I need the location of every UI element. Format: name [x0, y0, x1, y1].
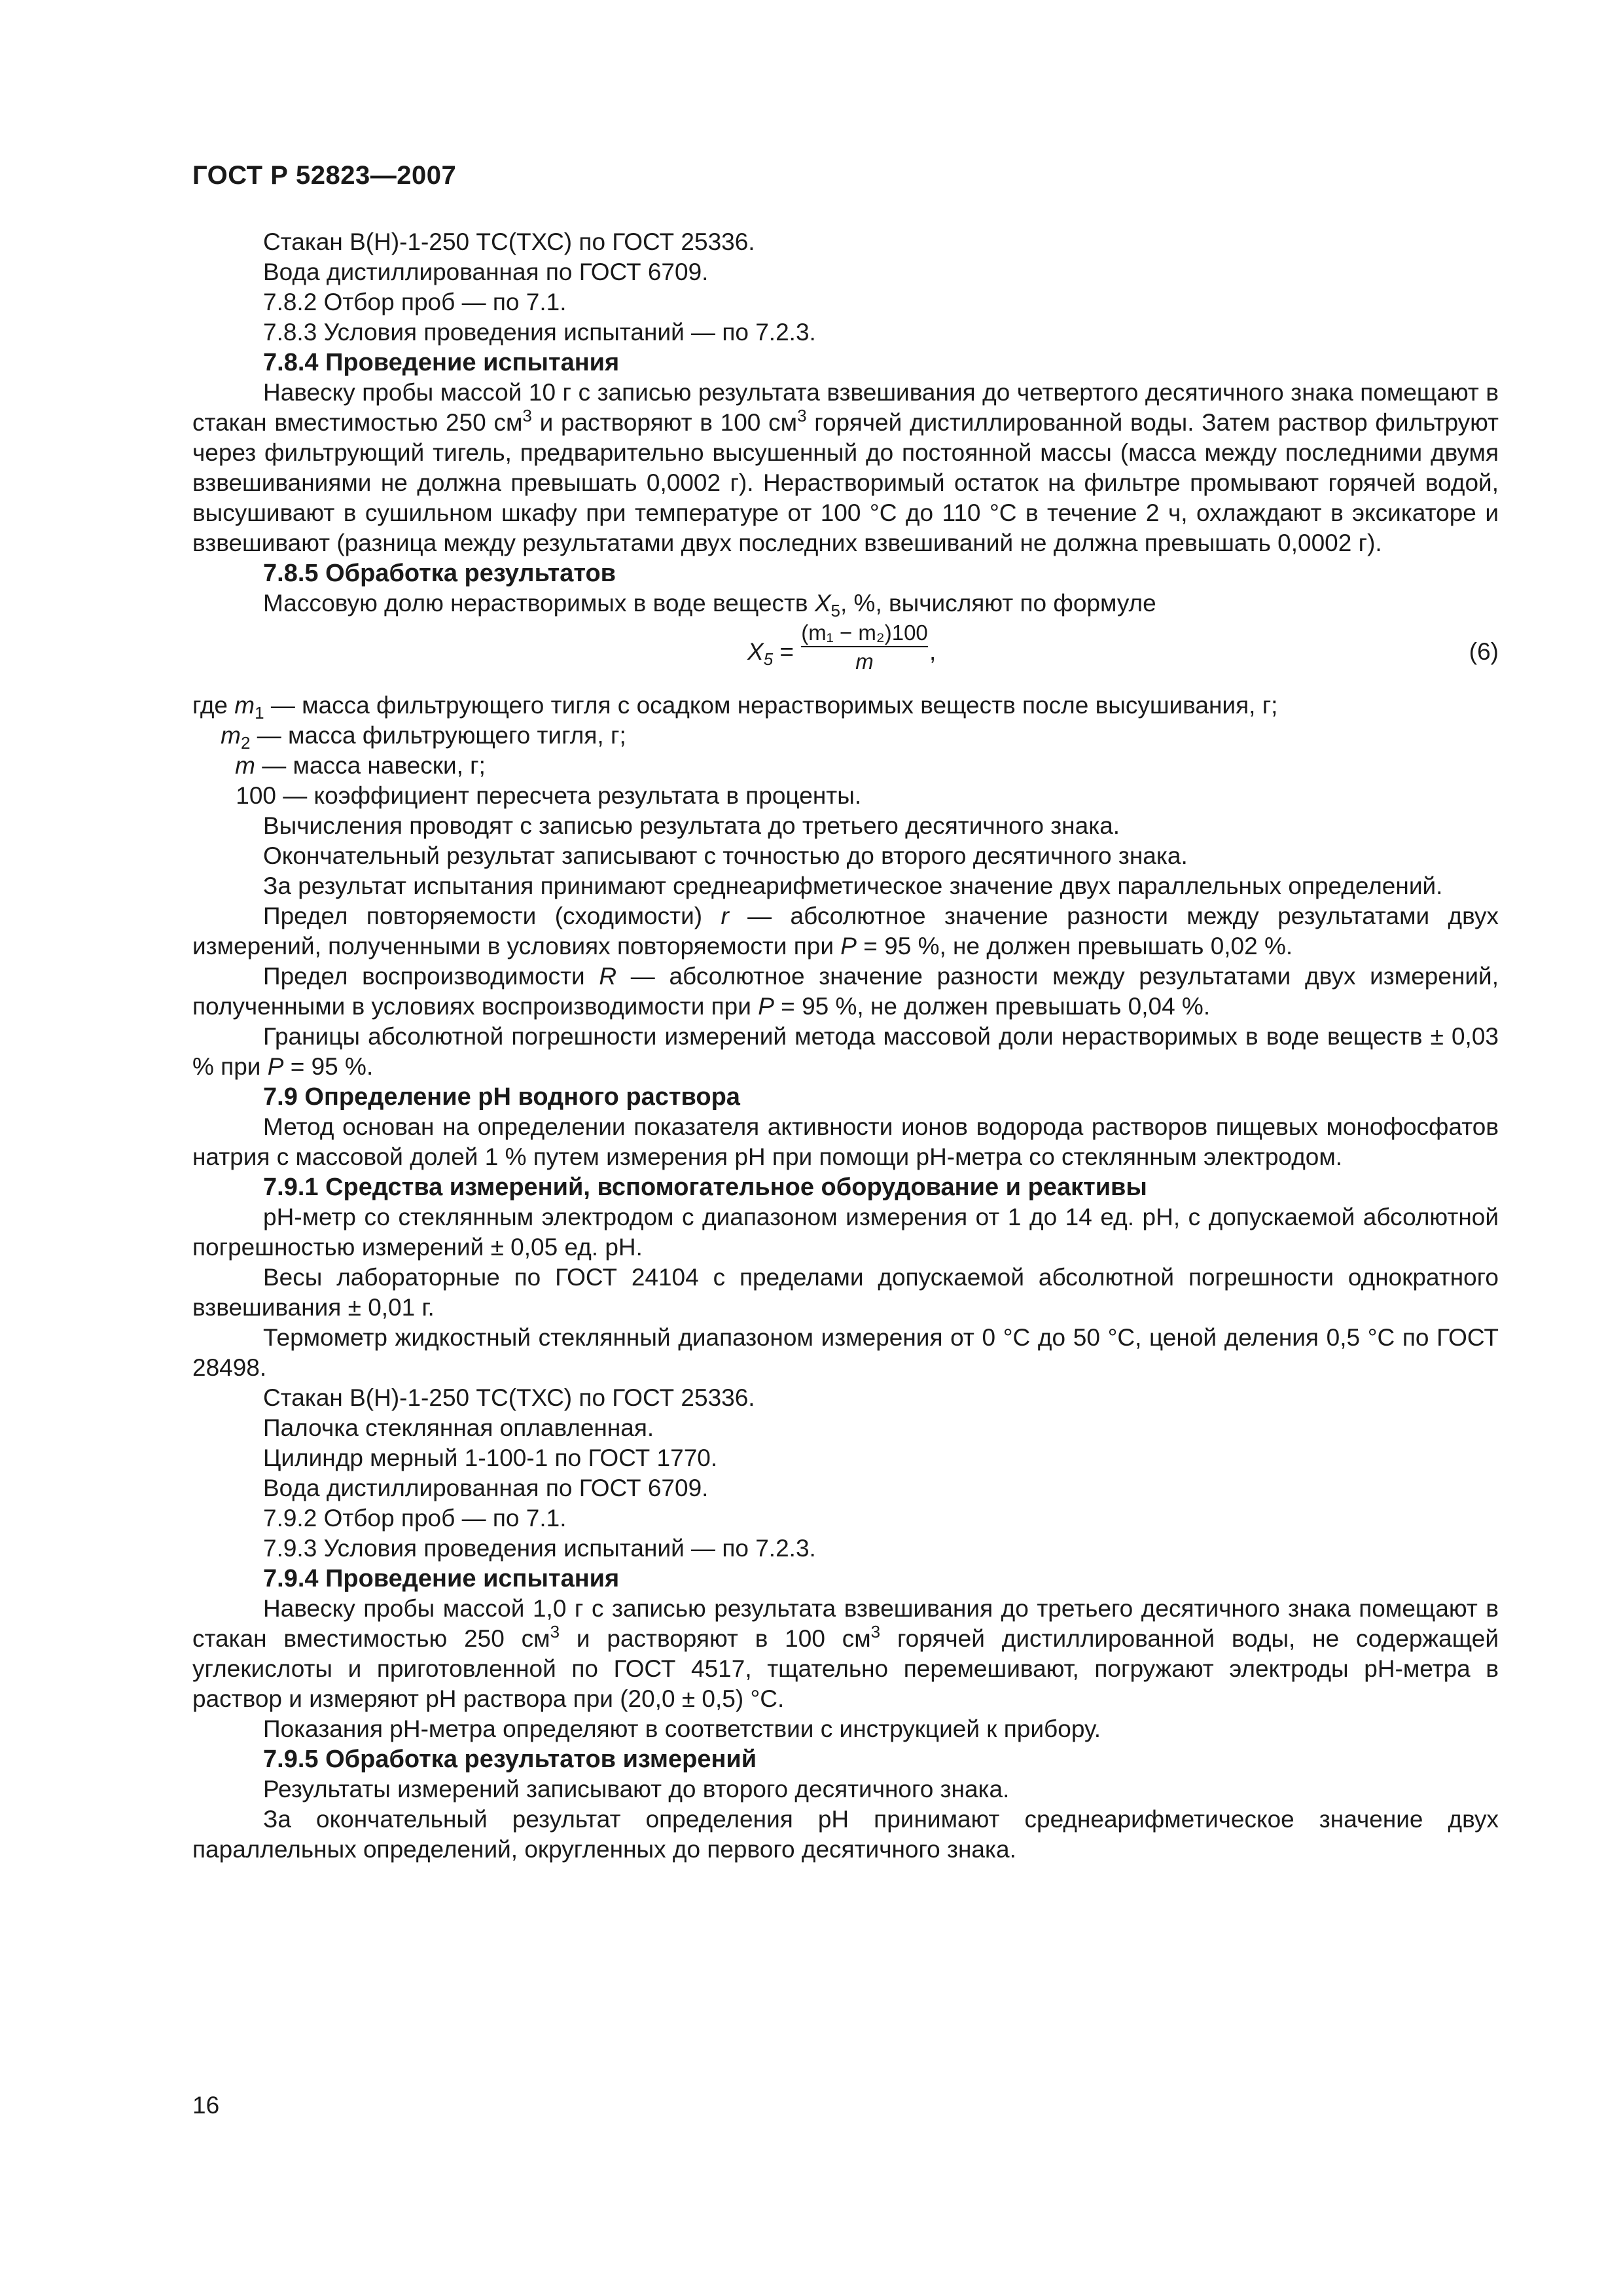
variable: R — [599, 963, 617, 990]
text: Навеску пробы массой 10 г с записью результата взвешивания до четвертого десятичного знака помещают в стакан вместимостью 250 см — [192, 379, 1499, 436]
paragraph: Стакан В(Н)-1-250 ТС(ТХС) по ГОСТ 25336. — [263, 228, 755, 255]
formula-fraction — [801, 620, 928, 676]
paragraph: Цилиндр мерный 1-100-1 по ГОСТ 1770. — [263, 1444, 718, 1471]
formula-lhs — [747, 637, 794, 667]
paragraph: Палочка стеклянная оплавленная. — [263, 1414, 654, 1441]
paragraph: Вода дистиллированная по ГОСТ 6709. — [263, 1475, 709, 1501]
definition-subscript: 1 — [255, 703, 264, 723]
section-heading: 7.8.4 Проведение испытания — [263, 349, 620, 376]
paragraph — [192, 1022, 1499, 1082]
paragraph: Показания pH-метра определяют в соответствии с инструкцией к прибору. — [263, 1715, 1101, 1742]
definition-text: — коэффициент пересчета результата в проценты. — [276, 782, 862, 809]
section-heading: 7.9.1 Средства измерений, вспомогательное оборудование и реактивы — [263, 1174, 1147, 1201]
paragraph: Вода дистиллированная по ГОСТ 6709. — [263, 259, 709, 285]
paragraph: Метод основан на определении показателя активности ионов водорода растворов пищевых монофосфатов натрия с массовой долей 1 % путем измерения pH при помощи pH-метра со стеклянным электродом. — [192, 1113, 1499, 1170]
section-heading: 7.9.5 Обработка результатов измерений — [263, 1746, 757, 1773]
formula-eq: = — [773, 638, 794, 665]
definition-symbol: m — [221, 722, 241, 749]
definition-subscript: 2 — [241, 733, 251, 753]
document-header: ГОСТ Р 52823—2007 — [192, 161, 457, 190]
formula-denominator: m — [855, 649, 874, 673]
definition-row — [192, 691, 1499, 721]
text: Предел повторяемости (сходимости) — [263, 903, 721, 929]
paragraph — [192, 961, 1499, 1022]
formula-comma: , — [929, 638, 936, 665]
text: и растворяют в 100 см — [531, 409, 798, 436]
paragraph: Термометр жидкостный стеклянный диапазоном измерения от 0 °С до 50 °С, ценой деления 0,5 °С по ГОСТ 28498. — [192, 1324, 1499, 1381]
text: Предел воспроизводимости — [263, 963, 599, 990]
definition-symbol: m — [234, 692, 255, 719]
paragraph: За результат испытания принимают среднеарифметическое значение двух параллельных определений. — [263, 872, 1443, 899]
text: и растворяют в 100 см — [560, 1625, 871, 1652]
paragraph: За окончательный результат определения pH принимают среднеарифметическое значение двух параллельных определений, округленных до первого десятичного знака. — [192, 1806, 1499, 1863]
superscript: 3 — [550, 1622, 560, 1641]
paragraph — [192, 588, 1499, 619]
text: — абсолютное значение разности между результатами двух измерений, полученными в условиях повторяемости при — [192, 903, 1499, 960]
paragraph: 7.9.3 Условия проведения испытаний — по 7.2.3. — [263, 1535, 816, 1562]
superscript: 3 — [797, 406, 807, 425]
where-label: где — [192, 692, 235, 719]
variable: P — [758, 993, 774, 1020]
text: = 95 %, не должен превышать 0,02 %. — [856, 933, 1293, 960]
text: Массовую долю нерастворимых в воде веществ — [263, 590, 815, 617]
definition-row — [192, 751, 1499, 781]
paragraph — [192, 901, 1499, 961]
definition-row — [192, 721, 1499, 751]
text: Навеску пробы массой 1,0 г с записью результата взвешивания до третьего десятичного знака помещают в стакан вместимостью 250 см — [192, 1595, 1499, 1652]
paragraph: 7.8.3 Условия проведения испытаний — по 7.2.3. — [263, 319, 816, 346]
definition-row — [192, 781, 1499, 811]
page-number: 16 — [192, 2092, 220, 2119]
formula-sub: 5 — [763, 649, 774, 669]
text: Границы абсолютной погрешности измерений метода массовой доли нерастворимых в воде веществ ± 0,03 % при — [192, 1023, 1499, 1080]
section-heading: 7.8.5 Обработка результатов — [263, 560, 616, 587]
text: , %, вычисляют по формуле — [840, 590, 1156, 617]
variable: P — [840, 933, 857, 960]
variable: X — [814, 590, 831, 617]
section-heading: 7.9.4 Проведение испытания — [263, 1565, 620, 1592]
formula-number: (6) — [1469, 638, 1499, 665]
paragraph: Результаты измерений записывают до второго десятичного знака. — [263, 1776, 1010, 1803]
superscript: 3 — [522, 406, 532, 425]
text: — абсолютное значение разности между результатами двух измерений, полученными в условиях воспроизводимости при — [192, 963, 1499, 1020]
paragraph: 7.9.2 Отбор проб — по 7.1. — [263, 1505, 567, 1532]
definition-symbol: m — [235, 752, 255, 779]
section-heading: 7.9 Определение pH водного раствора — [263, 1083, 740, 1111]
paragraph — [192, 1594, 1499, 1714]
document-body — [192, 227, 1499, 1865]
subscript: 5 — [830, 601, 840, 620]
paragraph: Весы лабораторные по ГОСТ 24104 с пределами допускаемой абсолютной погрешности однократного взвешивания ± 0,01 г. — [192, 1264, 1499, 1321]
variable: P — [267, 1053, 284, 1080]
definition-text: — масса фильтрующего тигля, г; — [250, 722, 626, 749]
paragraph — [192, 378, 1499, 558]
text: = 95 %. — [283, 1053, 374, 1080]
definition-text: — масса фильтрующего тигля с осадком нерастворимых веществ после высушивания, г; — [264, 692, 1278, 719]
definition-symbol: 100 — [236, 782, 276, 809]
paragraph: Вычисления проводят с записью результата до третьего десятичного знака. — [263, 812, 1120, 839]
paragraph: Окончательный результат записывают с точностью до второго десятичного знака. — [263, 842, 1188, 869]
formula — [192, 620, 1499, 687]
paragraph: Стакан В(Н)-1-250 ТС(ТХС) по ГОСТ 25336. — [263, 1384, 755, 1411]
formula-var: X — [747, 638, 764, 665]
paragraph: 7.8.2 Отбор проб — по 7.1. — [263, 289, 567, 315]
superscript: 3 — [870, 1622, 881, 1641]
text: горячей дистиллированной воды, не содержащей углекислоты и приготовленной по ГОСТ 4517, тщательно перемешивают, погружают электроды pH-метра в раствор и измеряют pH раствора при (20,0 ± 0,5) °С. — [192, 1625, 1499, 1712]
variable: r — [721, 903, 729, 929]
formula-numerator: (m₁ − m₂)100 — [801, 620, 928, 647]
text: = 95 %, не должен превышать 0,04 %. — [774, 993, 1211, 1020]
definition-text: — масса навески, г; — [255, 752, 486, 779]
paragraph: pH-метр со стеклянным электродом с диапазоном измерения от 1 до 14 ед. pH, с допускаемой абсолютной погрешностью измерений ± 0,05 ед. pH. — [192, 1204, 1499, 1261]
text: горячей дистиллированной воды. Затем раствор фильтруют через фильтрующий тигель, предварительно высушенный до постоянной массы (масса между последними двумя взвешиваниями не должна превышать 0,0002 г). Нерастворимый остаток на фильтре промывают горячей водой, высушивают в сушильном шкафу при температуре от 100 °С до 110 °С в течение 2 ч, охлаждают в эксикаторе и взвешивают (разница между результатами двух последних взвешиваний не должна превышать 0,0002 г). — [192, 409, 1499, 556]
